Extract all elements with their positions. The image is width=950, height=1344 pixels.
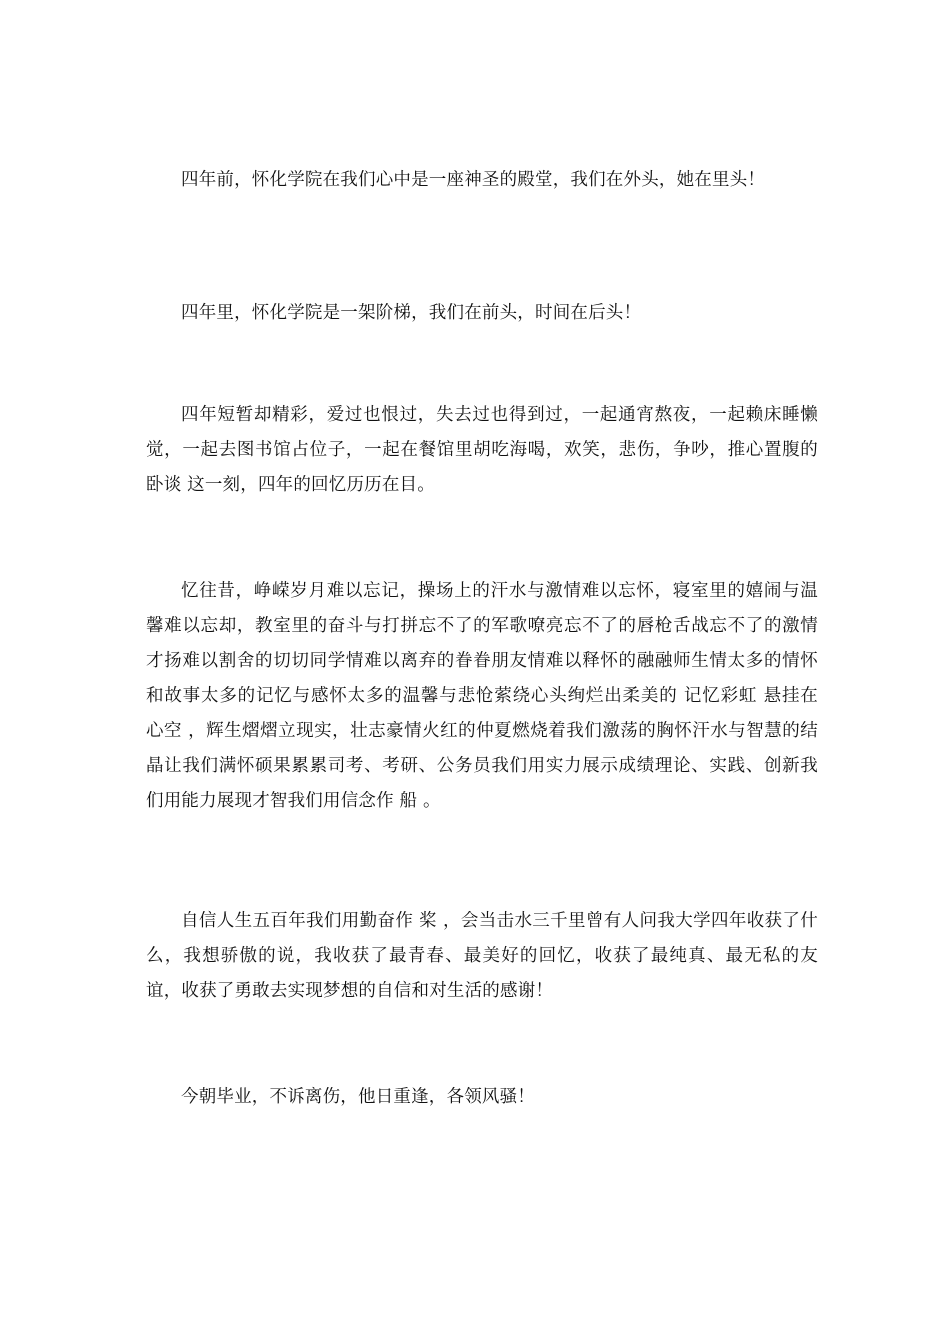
paragraph-2: 四年里，怀化学院是一架阶梯，我们在前头，时间在后头！ — [181, 303, 642, 323]
paragraph-4: 忆往昔，峥嵘岁月难以忘记，操场上的汗水与激情难以忘怀，寝室里的嬉闹与温馨难以忘却，教室里的奋斗与打拼忘不了的军歌嘹亮忘不了的唇枪舌战忘不了的激情才扬难以割舍的切切同学情难以离弃的眷眷朋友情难以释怀的融融师生情太多的情怀和故事太多的记忆与感怀太多的温馨与悲怆萦绕心头绚烂出柔美的 记忆彩虹 悬挂在 心空 ，辉生熠熠立现实，壮志豪情火红的仲夏燃烧着我们激荡的胸怀汗水与智慧的结晶让我们满怀硕果累累司考、考研、公务员我们用实力展示成绩理论、实践、创新我们用能力展现才智我们用信念作 船 。 — [146, 581, 818, 811]
paragraph-6: 今朝毕业，不诉离伤，他日重逢，各领风骚！ — [181, 1087, 535, 1107]
paragraph-1: 四年前，怀化学院在我们心中是一座神圣的殿堂，我们在外头，她在里头！ — [181, 170, 766, 190]
paragraph-3: 四年短暂却精彩，爱过也恨过，失去过也得到过，一起通宵熬夜，一起赖床睡懒觉，一起去图书馆占位子，一起在餐馆里胡吃海喝，欢笑，悲伤，争吵，推心置腹的卧谈 这一刻，四年的回忆历历在目。 — [146, 405, 818, 495]
paragraph-5: 自信人生五百年我们用勤奋作 桨 ，会当击水三千里曾有人问我大学四年收获了什么，我想骄傲的说，我收获了最青春、最美好的回忆，收获了最纯真、最无私的友谊，收获了勇敢去实现梦想的自信和对生活的感谢！ — [146, 911, 818, 1001]
